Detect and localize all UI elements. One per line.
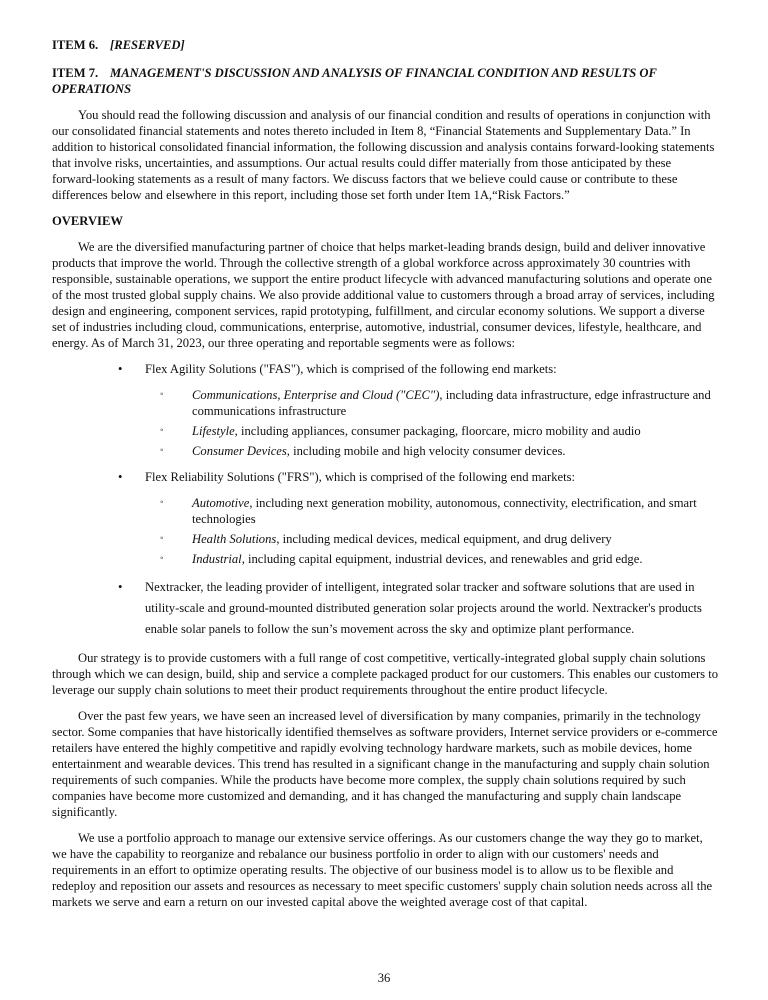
sub-bullet: ◦ xyxy=(160,425,164,436)
segment-text: Nextracker, the leading provider of intelligent, integrated solar tracker and software solutions that are used in utility-scale and ground-mounted distributed generation solar projects around the world. Nextracker's products enable solar panels to follow the sun’s movement across the sky and optimize plant performance. xyxy=(145,580,702,636)
market-term: Lifestyle xyxy=(192,424,235,438)
market-desc: , including mobile and high velocity consumer devices. xyxy=(286,444,566,458)
item-7-heading xyxy=(52,65,718,97)
market-term: Automotive xyxy=(192,496,250,510)
sub-bullet: ◦ xyxy=(160,389,164,400)
item-title: MANAGEMENT'S DISCUSSION AND ANALYSIS OF FINANCIAL CONDITION AND RESULTS OF OPERATIONS xyxy=(52,66,657,96)
market-term: Communications, Enterprise and Cloud ("CEC") xyxy=(192,388,440,402)
page-number: 36 xyxy=(377,971,391,985)
segment-item xyxy=(52,577,718,640)
bullet: • xyxy=(118,580,123,594)
market-desc: , including medical devices, medical equipment, and drug delivery xyxy=(276,532,612,546)
overview-heading: OVERVIEW xyxy=(52,214,123,228)
intro-paragraph: You should read the following discussion and analysis of our financial condition and results of operations in conjunction with our consolidated financial statements and notes thereto included in Item 8, “Financial Statements and Supplementary Data.” In addition to historical consolidated financial information, the following discussion and analysis contains forward-looking statements that involve risks, uncertainties, and assumptions. Our actual results could differ materially from those anticipated by these forward-looking statements as a result of many factors. We discuss factors that we believe could cause or contribute to these differences below and elsewhere in this report, including those set forth under Item 1A,“Risk Factors.” xyxy=(52,108,715,202)
market-desc: , including next generation mobility, autonomous, connectivity, electrification, and smart technologies xyxy=(192,496,697,526)
segment-text: Flex Agility Solutions ("FAS"), which is comprised of the following end markets: xyxy=(145,362,557,376)
market-term: Consumer Devices xyxy=(192,444,287,458)
segment-item xyxy=(52,469,718,485)
market-desc: , including capital equipment, industrial devices, and renewables and grid edge. xyxy=(241,552,643,566)
market-item xyxy=(52,495,718,527)
market-item xyxy=(52,387,718,419)
item-title: [RESERVED] xyxy=(110,38,185,52)
market-item xyxy=(52,443,718,459)
market-desc: , including appliances, consumer packaging, floorcare, micro mobility and audio xyxy=(234,424,641,438)
market-item xyxy=(52,551,718,567)
market-desc: , including data infrastructure, edge infrastructure and communications infrastructure xyxy=(192,388,711,418)
sub-bullet: ◦ xyxy=(160,553,164,564)
item-number: ITEM 7. xyxy=(52,66,99,80)
market-item xyxy=(52,531,718,547)
segment-text: Flex Reliability Solutions ("FRS"), which is comprised of the following end markets: xyxy=(145,470,576,484)
bullet: • xyxy=(118,362,123,376)
overview-paragraph: We are the diversified manufacturing partner of choice that helps market-leading brands design, build and deliver innovative products that improve the world. Through the collective strength of a global workforce across approximately 30 countries with responsible, sustainable operations, we support the entire product lifecycle with advanced manufacturing solutions and operate one of the most trusted global supply chains. We also provide additional value to customers through a broad array of services, including design and engineering, component services, rapid prototyping, fulfillment, and circular economy solutions. We support a diverse set of industries including cloud, communications, enterprise, automotive, industrial, consumer devices, lifestyle, healthcare, and energy. As of March 31, 2023, our three operating and reportable segments were as follows: xyxy=(52,240,715,350)
sub-bullet: ◦ xyxy=(160,497,164,508)
market-term: Industrial xyxy=(192,552,242,566)
item-number: ITEM 6. xyxy=(52,38,99,52)
item-6-heading xyxy=(52,37,718,53)
market-term: Health Solutions xyxy=(192,532,277,546)
document-page xyxy=(52,37,718,920)
segment-item xyxy=(52,361,718,377)
market-item xyxy=(52,423,718,439)
strategy-paragraph: Our strategy is to provide customers with a full range of cost competitive, vertically-integrated global supply chain solutions through which we can design, build, ship and service a complete packaged product for our customers. This enables our customers to leverage our supply chain solutions to meet their product requirements throughout the entire product lifecycle. xyxy=(52,651,719,697)
sub-bullet: ◦ xyxy=(160,533,164,544)
portfolio-paragraph: We use a portfolio approach to manage our extensive service offerings. As our customers change the way they go to market, we have the capability to reorganize and rebalance our business portfolio in order to align with our customers' needs and requirements in an effort to optimize operating results. The objective of our business model is to allow us to be flexible and redeploy and reposition our assets and resources as necessary to meet specific customers' supply chain solution needs across all the markets we serve and earn a return on our invested capital above the weighted average cost of that capital. xyxy=(52,831,713,909)
segment-list xyxy=(52,361,718,640)
diversification-paragraph: Over the past few years, we have seen an increased level of diversification by many companies, primarily in the technology sector. Some companies that have historically identified themselves as software providers, Internet service providers or e-commerce retailers have entered the highly competitive and rapidly evolving technology hardware markets, such as mobile devices, home entertainment and wearable devices. This trend has resulted in a significant change in the manufacturing and supply chain solution requirements of such companies. While the products have become more complex, the supply chain solutions required by such companies have become more customized and demanding, and it has changed the manufacturing and supply chain landscape significantly. xyxy=(52,709,718,819)
bullet: • xyxy=(118,470,123,484)
sub-bullet: ◦ xyxy=(160,445,164,456)
